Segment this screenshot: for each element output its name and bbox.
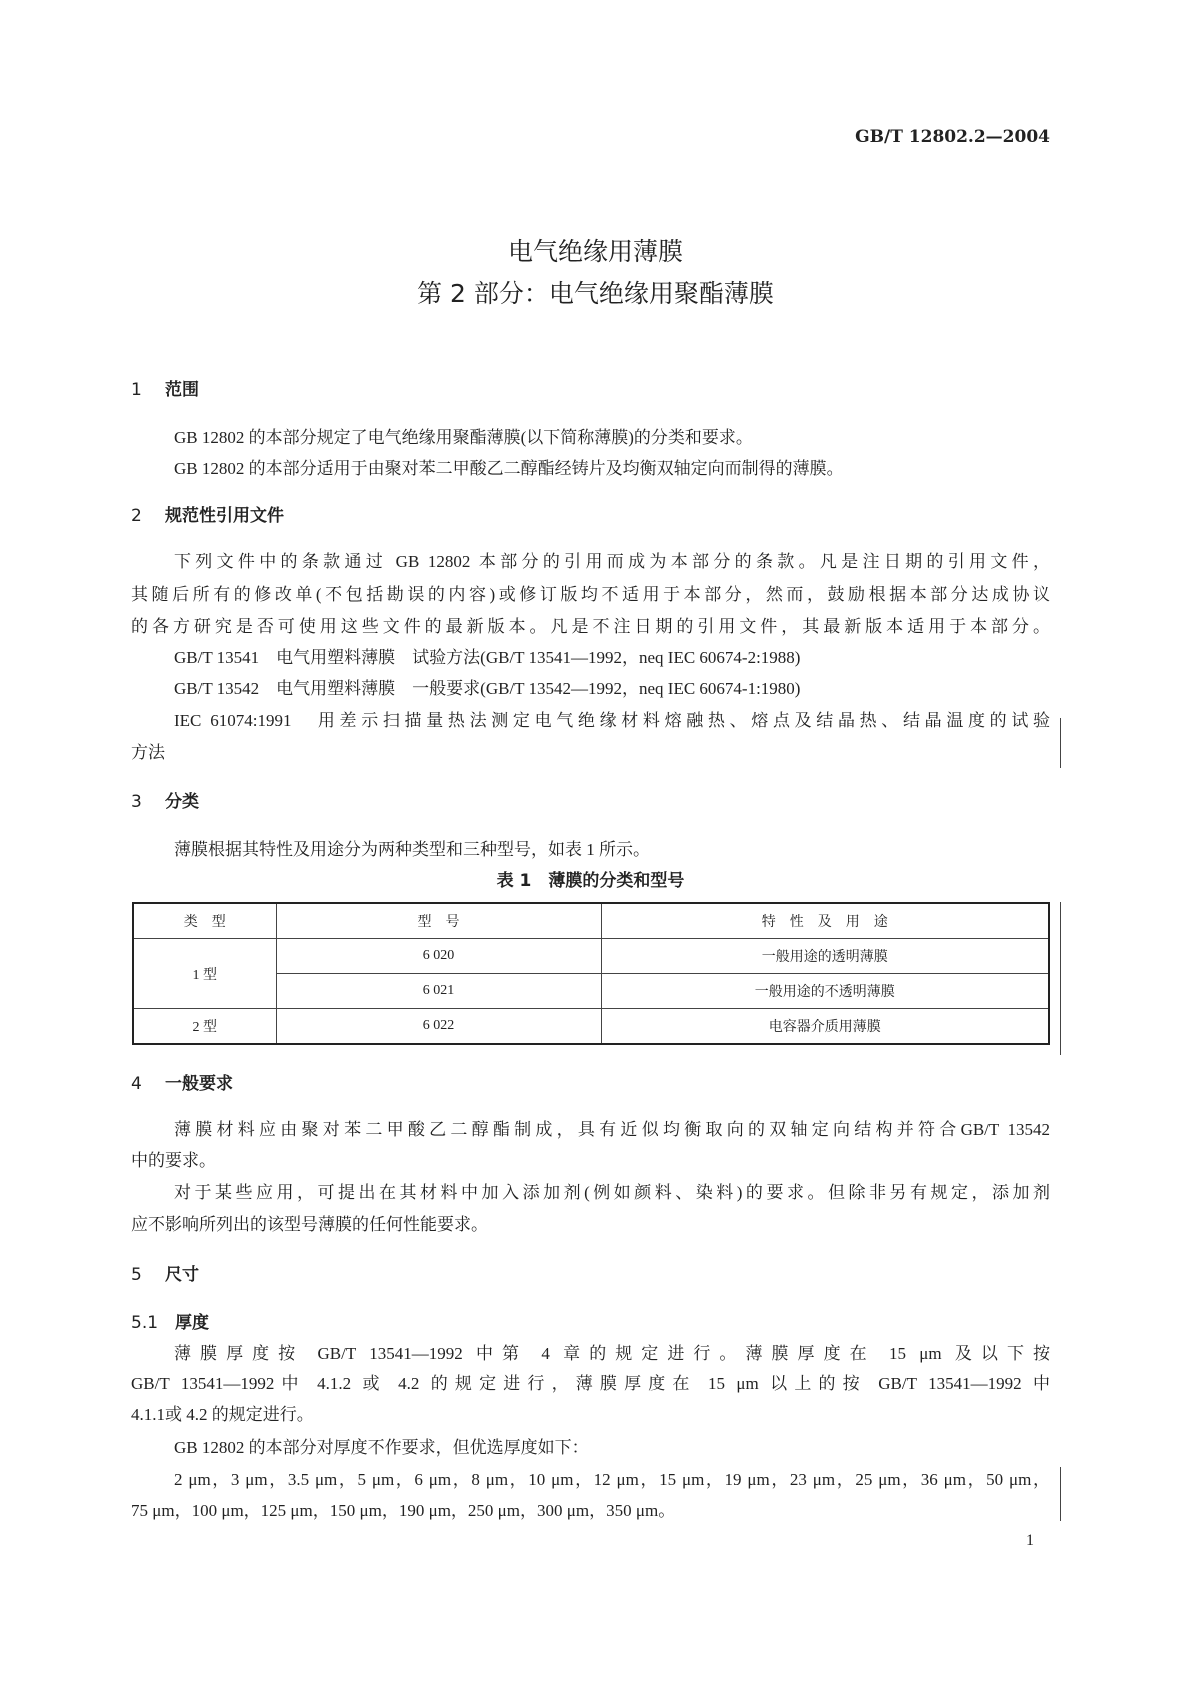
section-title: 规范性引用文件	[165, 506, 284, 526]
table-caption: 表 1 薄膜的分类和型号	[496, 871, 685, 891]
reference-item: GB/T 13542 电气用塑料薄膜 一般要求(GB/T 13542—1992，neq IEC 60674-1:1980)	[174, 679, 801, 698]
type-cell: 1 型	[133, 939, 276, 1009]
paragraph-line: 薄膜厚度按 GB/T 13541—1992 中第 4 章的规定进行。薄膜厚度在 15 μm 及以下按	[174, 1344, 1050, 1363]
header-cell: 型 号	[276, 903, 601, 939]
change-bar	[1060, 718, 1061, 768]
section-title: 厚度	[175, 1313, 209, 1333]
section-3-heading	[131, 790, 1050, 814]
reference-item: IEC 61074:1991 用差示扫描量热法测定电气绝缘材料熔融热、熔点及结晶热、结晶温度的试验	[174, 711, 1050, 730]
thickness-list-line: 75 μm，100 μm，125 μm，150 μm，190 μm，250 μm，300 μm，350 μm。	[131, 1501, 676, 1520]
title-line-1: 电气绝缘用薄膜	[507, 237, 683, 266]
reference-item-cont: 方法	[131, 743, 165, 762]
paragraph-line: 薄膜材料应由聚对苯二甲酸乙二醇酯制成，具有近似均衡取向的双轴定向结构并符合GB/T 13542	[174, 1120, 1050, 1139]
paragraph-line: 的各方研究是否可使用这些文件的最新版本。凡是不注日期的引用文件，其最新版本适用于本部分。	[131, 617, 1050, 636]
standard-number: GB/T 12802.2—2004	[855, 127, 1050, 147]
section-number: 5	[131, 1265, 142, 1285]
use-cell: 一般用途的不透明薄膜	[601, 974, 1049, 1009]
reference-item: GB/T 13541 电气用塑料薄膜 试验方法(GB/T 13541—1992，neq IEC 60674-2:1988)	[174, 648, 801, 667]
paragraph-line: GB 12802 的本部分对厚度不作要求，但优选厚度如下：	[174, 1438, 589, 1457]
section-number: 5.1	[131, 1313, 159, 1333]
section-number: 2	[131, 506, 142, 526]
paragraph-line: 对于某些应用，可提出在其材料中加入添加剂(例如颜料、染料)的要求。但除非另有规定，添加剂	[174, 1183, 1050, 1202]
use-cell: 一般用途的透明薄膜	[601, 939, 1049, 974]
section-4-heading	[131, 1072, 1050, 1096]
section-2-heading	[131, 504, 1050, 528]
header-cell: 特 性 及 用 途	[601, 903, 1049, 939]
table-row	[133, 1009, 1049, 1045]
header-cell: 类 型	[133, 903, 276, 939]
section-title: 分类	[165, 792, 199, 812]
title-line-2: 第 2 部分：电气绝缘用聚酯薄膜	[417, 279, 774, 308]
section-number: 4	[131, 1074, 142, 1094]
table-row	[133, 939, 1049, 974]
paragraph-line: GB 12802 的本部分规定了电气绝缘用聚酯薄膜(以下简称薄膜)的分类和要求。	[174, 428, 753, 447]
paragraph-line: 下列文件中的条款通过 GB 12802 本部分的引用而成为本部分的条款。凡是注日期的引用文件，	[174, 552, 1050, 571]
page-number: 1	[1026, 1532, 1034, 1549]
paragraph-line: 其随后所有的修改单(不包括勘误的内容)或修订版均不适用于本部分，然而，鼓励根据本部分达成协议	[131, 585, 1050, 604]
classification-table	[132, 902, 1050, 1045]
paragraph-line: 薄膜根据其特性及用途分为两种类型和三种型号，如表 1 所示。	[174, 840, 650, 859]
change-bar	[1060, 1467, 1061, 1521]
section-1-heading	[131, 378, 1050, 402]
paragraph-line: 应不影响所列出的该型号薄膜的任何性能要求。	[131, 1215, 488, 1234]
section-title: 范围	[165, 380, 199, 400]
model-cell: 6 020	[276, 939, 601, 974]
section-number: 3	[131, 792, 142, 812]
paragraph-line: 中的要求。	[131, 1151, 216, 1170]
paragraph-line: GB 12802 的本部分适用于由聚对苯二甲酸乙二醇酯经铸片及均衡双轴定向而制得的薄膜。	[174, 459, 844, 478]
section-title: 尺寸	[165, 1265, 199, 1285]
section-5-1-heading	[131, 1311, 1050, 1335]
change-bar	[1060, 902, 1061, 1055]
model-cell: 6 022	[276, 1009, 601, 1045]
section-number: 1	[131, 380, 142, 400]
type-cell: 2 型	[133, 1009, 276, 1045]
section-5-heading	[131, 1263, 1050, 1287]
section-title: 一般要求	[165, 1074, 233, 1094]
paragraph-line: GB/T 13541—1992中 4.1.2 或 4.2 的规定进行，薄膜厚度在 15 μm 以上的按 GB/T 13541—1992 中	[131, 1374, 1050, 1393]
model-cell: 6 021	[276, 974, 601, 1009]
use-cell: 电容器介质用薄膜	[601, 1009, 1049, 1045]
table-header-row	[133, 903, 1049, 939]
thickness-list-line: 2 μm，3 μm，3.5 μm，5 μm，6 μm，8 μm，10 μm，12 μm，15 μm，19 μm，23 μm，25 μm，36 μm，50 μm，	[174, 1470, 1050, 1489]
paragraph-line: 4.1.1或 4.2 的规定进行。	[131, 1405, 314, 1424]
